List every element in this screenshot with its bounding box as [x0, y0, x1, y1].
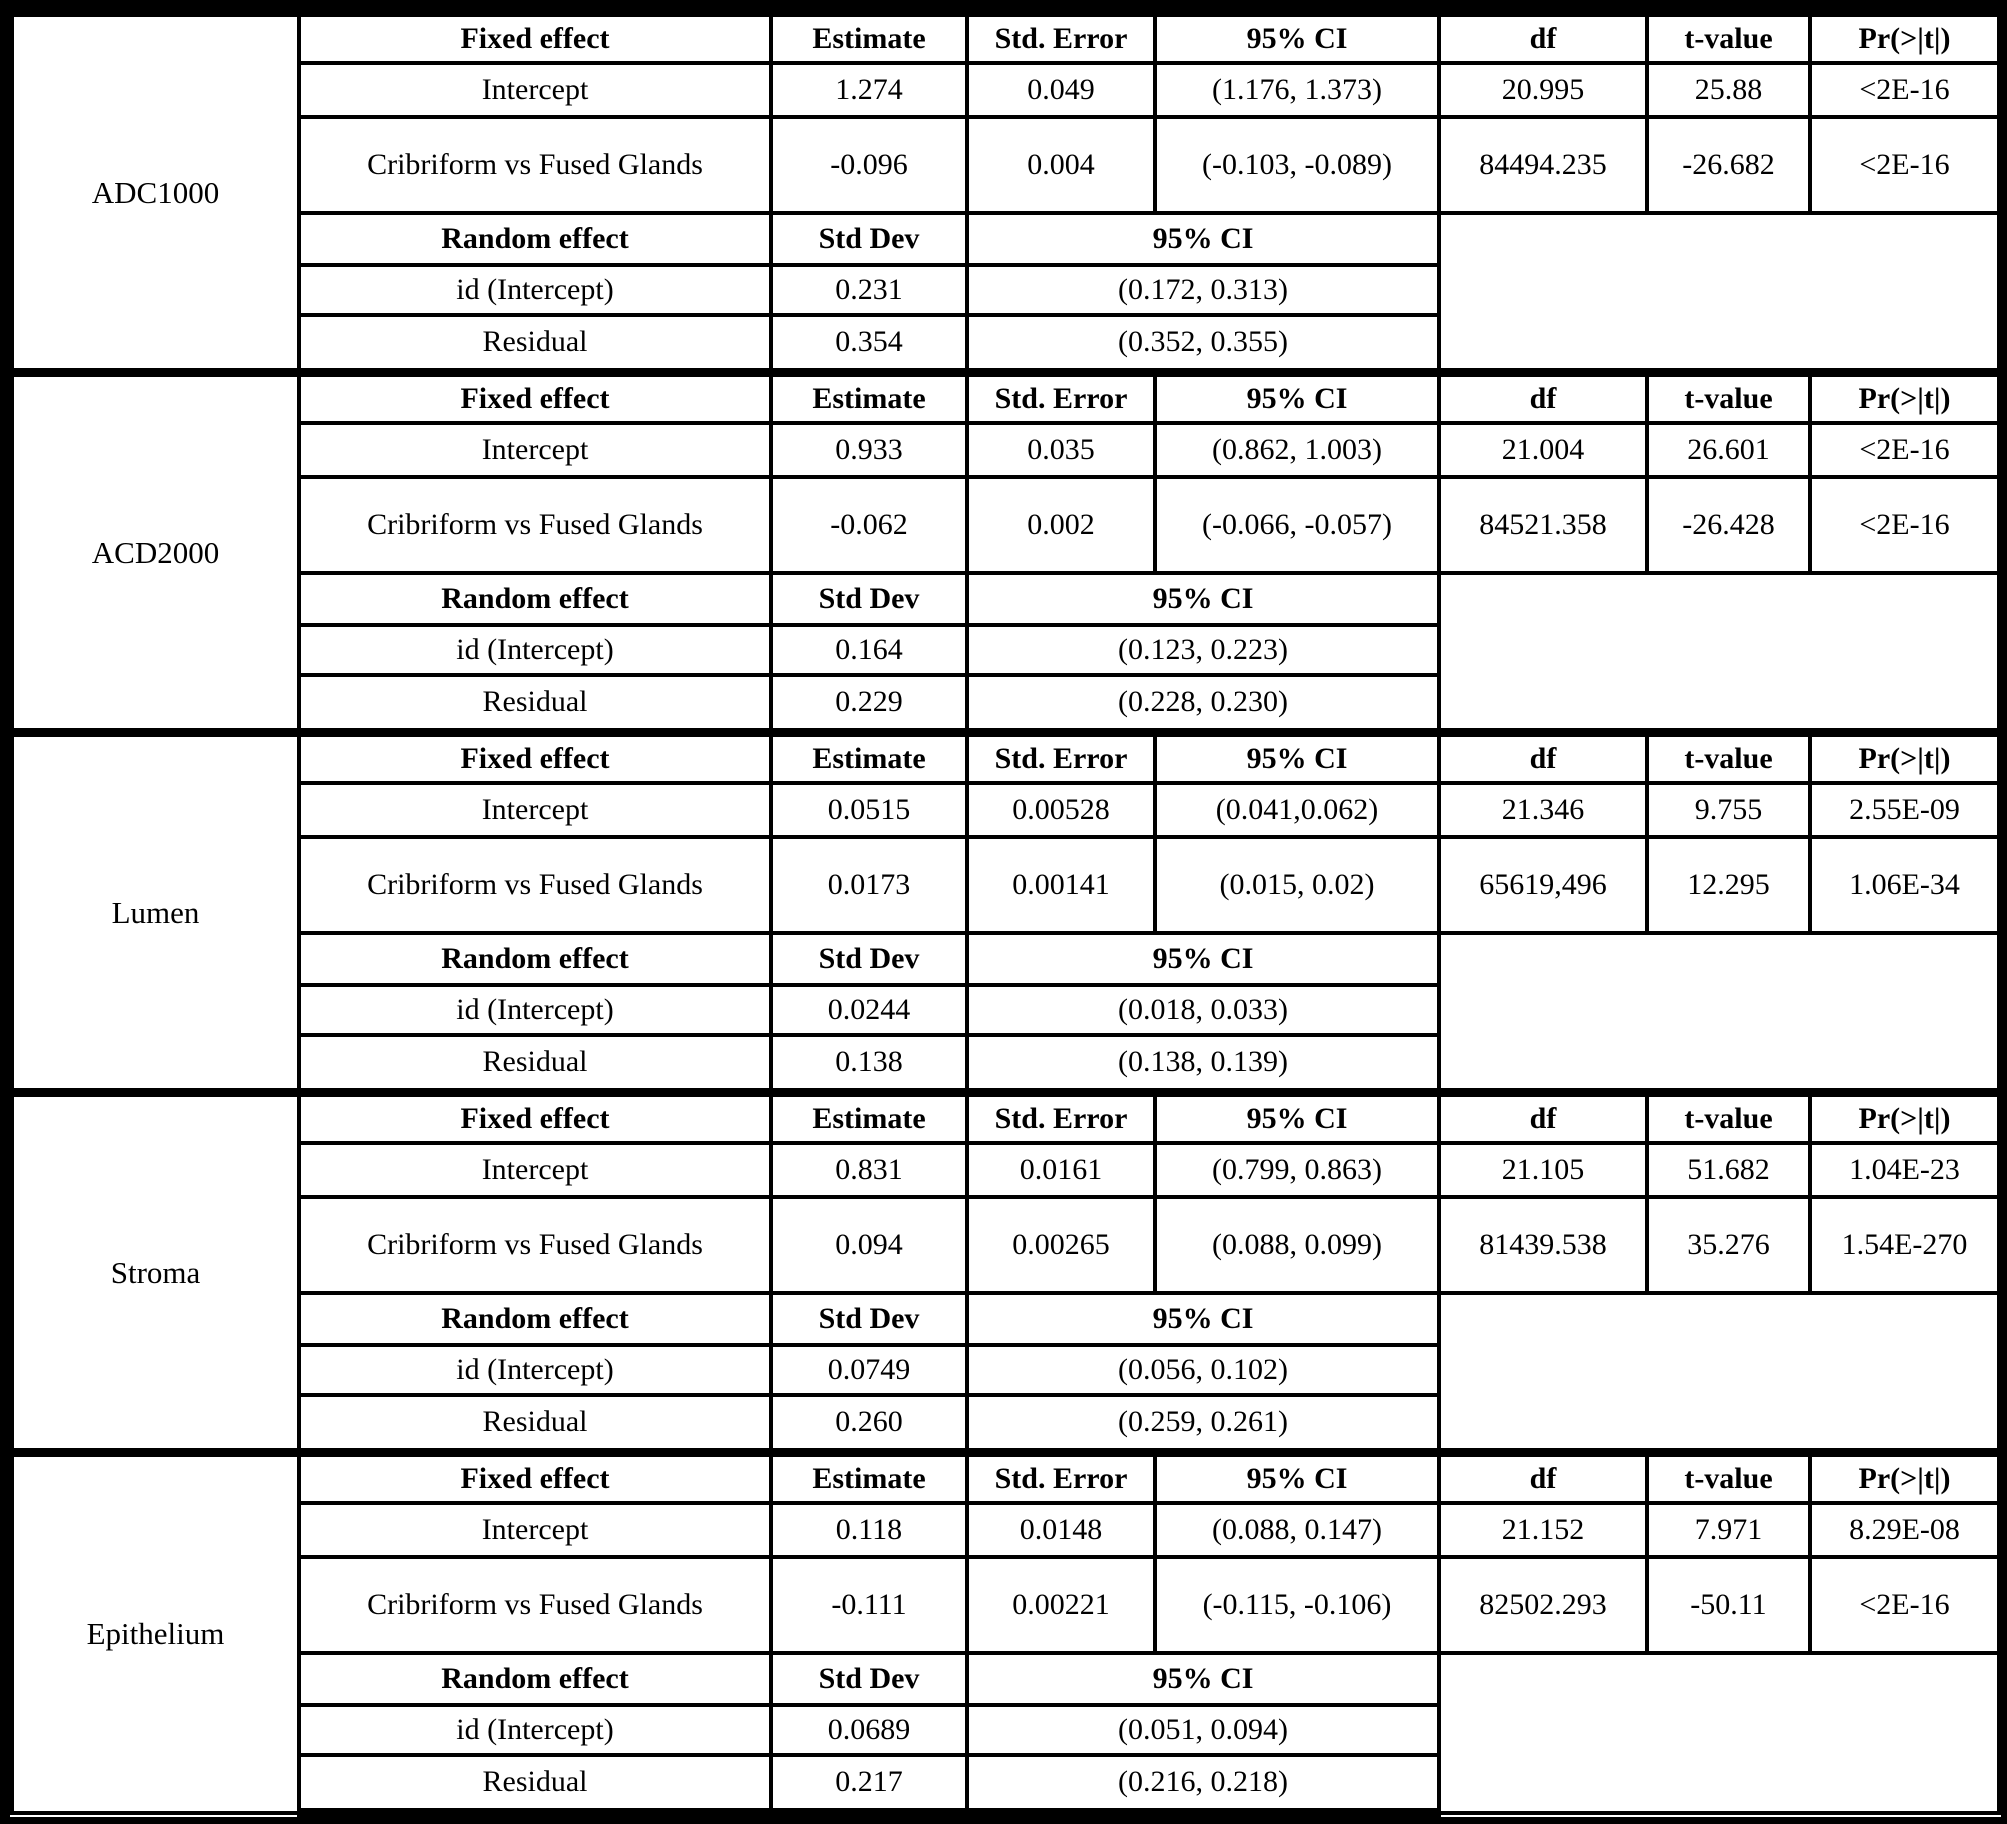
std-dev-cell: 0.229 — [771, 675, 967, 733]
header-pr: Pr(>|t|) — [1810, 1093, 1999, 1143]
header-ci: 95% CI — [1155, 1453, 1439, 1503]
estimate-cell: 0.831 — [771, 1143, 967, 1197]
ci-cell: (-0.066, -0.057) — [1155, 477, 1439, 573]
section-stroma — [12, 1093, 1999, 1453]
header-std-error: Std. Error — [967, 1453, 1155, 1503]
df-cell: 21.105 — [1439, 1143, 1647, 1197]
header-fixed-effect: Fixed effect — [299, 373, 771, 423]
section-acd2000 — [12, 373, 1999, 733]
effect-cell: Intercept — [299, 1503, 771, 1557]
header-t-value: t-value — [1647, 373, 1810, 423]
empty-cell — [1439, 573, 1999, 733]
estimate-cell: -0.062 — [771, 477, 967, 573]
df-cell: 21.346 — [1439, 783, 1647, 837]
ci-cell: (0.862, 1.003) — [1155, 423, 1439, 477]
ci-cell: (0.018, 0.033) — [967, 985, 1439, 1035]
cribriform-row — [12, 477, 1999, 573]
cribriform-row — [12, 837, 1999, 933]
header-df: df — [1439, 373, 1647, 423]
empty-cell — [1439, 213, 1999, 373]
header-random-ci: 95% CI — [967, 1653, 1439, 1705]
std-dev-cell: 0.0244 — [771, 985, 967, 1035]
header-std-dev: Std Dev — [771, 573, 967, 625]
estimate-cell: 0.0515 — [771, 783, 967, 837]
header-pr: Pr(>|t|) — [1810, 373, 1999, 423]
ci-cell: (0.259, 0.261) — [967, 1395, 1439, 1453]
df-cell: 84494.235 — [1439, 117, 1647, 213]
header-random-effect: Random effect — [299, 1653, 771, 1705]
header-random-effect: Random effect — [299, 933, 771, 985]
effect-cell: Intercept — [299, 783, 771, 837]
effect-cell: Cribriform vs Fused Glands — [299, 1197, 771, 1293]
std-dev-cell: 0.164 — [771, 625, 967, 675]
header-estimate: Estimate — [771, 1453, 967, 1503]
header-t-value: t-value — [1647, 1453, 1810, 1503]
header-random-ci: 95% CI — [967, 213, 1439, 265]
t-value-cell: 26.601 — [1647, 423, 1810, 477]
ci-cell: (0.123, 0.223) — [967, 625, 1439, 675]
ci-cell: (0.015, 0.02) — [1155, 837, 1439, 933]
t-value-cell: 51.682 — [1647, 1143, 1810, 1197]
pr-cell: <2E-16 — [1810, 423, 1999, 477]
effect-cell: id (Intercept) — [299, 985, 771, 1035]
effect-cell: Cribriform vs Fused Glands — [299, 117, 771, 213]
empty-cell — [1439, 1653, 1999, 1813]
effect-cell: Cribriform vs Fused Glands — [299, 477, 771, 573]
cribriform-row — [12, 1197, 1999, 1293]
random-header-row — [12, 1653, 1999, 1705]
estimate-cell: -0.111 — [771, 1557, 967, 1653]
intercept-row — [12, 783, 1999, 837]
header-df: df — [1439, 733, 1647, 783]
effect-cell: Residual — [299, 315, 771, 373]
pr-cell: <2E-16 — [1810, 1557, 1999, 1653]
df-cell: 84521.358 — [1439, 477, 1647, 573]
std-error-cell: 0.00528 — [967, 783, 1155, 837]
df-cell: 65619,496 — [1439, 837, 1647, 933]
pr-cell: 1.54E-270 — [1810, 1197, 1999, 1293]
ci-cell: (1.176, 1.373) — [1155, 63, 1439, 117]
section-label: Epithelium — [12, 1453, 299, 1813]
empty-cell — [1439, 933, 1999, 1093]
std-error-cell: 0.0161 — [967, 1143, 1155, 1197]
intercept-row — [12, 423, 1999, 477]
std-dev-cell: 0.354 — [771, 315, 967, 373]
std-error-cell: 0.049 — [967, 63, 1155, 117]
header-t-value: t-value — [1647, 1093, 1810, 1143]
df-cell: 21.004 — [1439, 423, 1647, 477]
ci-cell: (0.051, 0.094) — [967, 1705, 1439, 1755]
header-std-dev: Std Dev — [771, 1293, 967, 1345]
estimate-cell: 1.274 — [771, 63, 967, 117]
std-error-cell: 0.00221 — [967, 1557, 1155, 1653]
ci-cell: (-0.115, -0.106) — [1155, 1557, 1439, 1653]
effect-cell: Intercept — [299, 1143, 771, 1197]
header-std-dev: Std Dev — [771, 1653, 967, 1705]
t-value-cell: -50.11 — [1647, 1557, 1810, 1653]
fixed-header-row — [12, 13, 1999, 63]
header-random-effect: Random effect — [299, 213, 771, 265]
pr-cell: 1.06E-34 — [1810, 837, 1999, 933]
fixed-header-row — [12, 1093, 1999, 1143]
ci-cell: (0.138, 0.139) — [967, 1035, 1439, 1093]
fixed-header-row — [12, 1453, 1999, 1503]
std-dev-cell: 0.231 — [771, 265, 967, 315]
std-error-cell: 0.035 — [967, 423, 1155, 477]
estimate-cell: 0.0173 — [771, 837, 967, 933]
section-label: Lumen — [12, 733, 299, 1093]
pr-cell: <2E-16 — [1810, 117, 1999, 213]
header-estimate: Estimate — [771, 13, 967, 63]
intercept-row — [12, 1143, 1999, 1197]
std-error-cell: 0.00141 — [967, 837, 1155, 933]
std-error-cell: 0.0148 — [967, 1503, 1155, 1557]
section-epithelium — [12, 1453, 1999, 1813]
header-estimate: Estimate — [771, 733, 967, 783]
ci-cell: (0.172, 0.313) — [967, 265, 1439, 315]
pr-cell: 2.55E-09 — [1810, 783, 1999, 837]
header-pr: Pr(>|t|) — [1810, 733, 1999, 783]
std-error-cell: 0.002 — [967, 477, 1155, 573]
pr-cell: 8.29E-08 — [1810, 1503, 1999, 1557]
t-value-cell: 9.755 — [1647, 783, 1810, 837]
header-fixed-effect: Fixed effect — [299, 13, 771, 63]
estimate-cell: 0.933 — [771, 423, 967, 477]
header-ci: 95% CI — [1155, 1093, 1439, 1143]
effect-cell: id (Intercept) — [299, 625, 771, 675]
ci-cell: (0.088, 0.099) — [1155, 1197, 1439, 1293]
header-random-effect: Random effect — [299, 573, 771, 625]
pr-cell: 1.04E-23 — [1810, 1143, 1999, 1197]
header-pr: Pr(>|t|) — [1810, 13, 1999, 63]
section-lumen — [12, 733, 1999, 1093]
cribriform-row — [12, 117, 1999, 213]
header-df: df — [1439, 1453, 1647, 1503]
effect-cell: Cribriform vs Fused Glands — [299, 1557, 771, 1653]
effect-cell: Cribriform vs Fused Glands — [299, 837, 771, 933]
header-ci: 95% CI — [1155, 733, 1439, 783]
estimate-cell: 0.118 — [771, 1503, 967, 1557]
effect-cell: Residual — [299, 1035, 771, 1093]
std-dev-cell: 0.260 — [771, 1395, 967, 1453]
effect-cell: Residual — [299, 1395, 771, 1453]
pr-cell: <2E-16 — [1810, 477, 1999, 573]
ci-cell: (0.056, 0.102) — [967, 1345, 1439, 1395]
header-pr: Pr(>|t|) — [1810, 1453, 1999, 1503]
random-header-row — [12, 213, 1999, 265]
header-std-error: Std. Error — [967, 733, 1155, 783]
header-df: df — [1439, 1093, 1647, 1143]
fixed-header-row — [12, 733, 1999, 783]
section-label: ACD2000 — [12, 373, 299, 733]
header-random-ci: 95% CI — [967, 573, 1439, 625]
header-t-value: t-value — [1647, 13, 1810, 63]
header-random-ci: 95% CI — [967, 933, 1439, 985]
ci-cell: (0.088, 0.147) — [1155, 1503, 1439, 1557]
t-value-cell: -26.682 — [1647, 117, 1810, 213]
ci-cell: (0.216, 0.218) — [967, 1755, 1439, 1813]
header-fixed-effect: Fixed effect — [299, 1093, 771, 1143]
t-value-cell: -26.428 — [1647, 477, 1810, 573]
section-label: ADC1000 — [12, 13, 299, 373]
header-estimate: Estimate — [771, 373, 967, 423]
header-t-value: t-value — [1647, 733, 1810, 783]
ci-cell: (0.352, 0.355) — [967, 315, 1439, 373]
header-ci: 95% CI — [1155, 373, 1439, 423]
estimate-cell: -0.096 — [771, 117, 967, 213]
std-error-cell: 0.00265 — [967, 1197, 1155, 1293]
df-cell: 20.995 — [1439, 63, 1647, 117]
intercept-row — [12, 1503, 1999, 1557]
effect-cell: Intercept — [299, 423, 771, 477]
random-header-row — [12, 933, 1999, 985]
pr-cell: <2E-16 — [1810, 63, 1999, 117]
header-std-dev: Std Dev — [771, 213, 967, 265]
std-dev-cell: 0.0689 — [771, 1705, 967, 1755]
header-std-dev: Std Dev — [771, 933, 967, 985]
t-value-cell: 7.971 — [1647, 1503, 1810, 1557]
t-value-cell: 12.295 — [1647, 837, 1810, 933]
section-label: Stroma — [12, 1093, 299, 1453]
std-dev-cell: 0.138 — [771, 1035, 967, 1093]
header-std-error: Std. Error — [967, 1093, 1155, 1143]
effect-cell: Residual — [299, 675, 771, 733]
df-cell: 21.152 — [1439, 1503, 1647, 1557]
effect-cell: id (Intercept) — [299, 1705, 771, 1755]
header-fixed-effect: Fixed effect — [299, 733, 771, 783]
header-random-ci: 95% CI — [967, 1293, 1439, 1345]
mixed-effects-table — [10, 8, 2001, 1817]
estimate-cell: 0.094 — [771, 1197, 967, 1293]
random-header-row — [12, 1293, 1999, 1345]
effect-cell: id (Intercept) — [299, 1345, 771, 1395]
header-random-effect: Random effect — [299, 1293, 771, 1345]
intercept-row — [12, 63, 1999, 117]
empty-cell — [1439, 1293, 1999, 1453]
header-std-error: Std. Error — [967, 373, 1155, 423]
fixed-header-row — [12, 373, 1999, 423]
std-error-cell: 0.004 — [967, 117, 1155, 213]
header-estimate: Estimate — [771, 1093, 967, 1143]
t-value-cell: 35.276 — [1647, 1197, 1810, 1293]
ci-cell: (0.041,0.062) — [1155, 783, 1439, 837]
header-df: df — [1439, 13, 1647, 63]
std-dev-cell: 0.0749 — [771, 1345, 967, 1395]
effect-cell: id (Intercept) — [299, 265, 771, 315]
df-cell: 81439.538 — [1439, 1197, 1647, 1293]
ci-cell: (0.799, 0.863) — [1155, 1143, 1439, 1197]
ci-cell: (0.228, 0.230) — [967, 675, 1439, 733]
ci-cell: (-0.103, -0.089) — [1155, 117, 1439, 213]
df-cell: 82502.293 — [1439, 1557, 1647, 1653]
header-ci: 95% CI — [1155, 13, 1439, 63]
cribriform-row — [12, 1557, 1999, 1653]
section-adc1000 — [12, 13, 1999, 373]
header-fixed-effect: Fixed effect — [299, 1453, 771, 1503]
random-header-row — [12, 573, 1999, 625]
effect-cell: Residual — [299, 1755, 771, 1813]
std-dev-cell: 0.217 — [771, 1755, 967, 1813]
header-std-error: Std. Error — [967, 13, 1155, 63]
effect-cell: Intercept — [299, 63, 771, 117]
t-value-cell: 25.88 — [1647, 63, 1810, 117]
